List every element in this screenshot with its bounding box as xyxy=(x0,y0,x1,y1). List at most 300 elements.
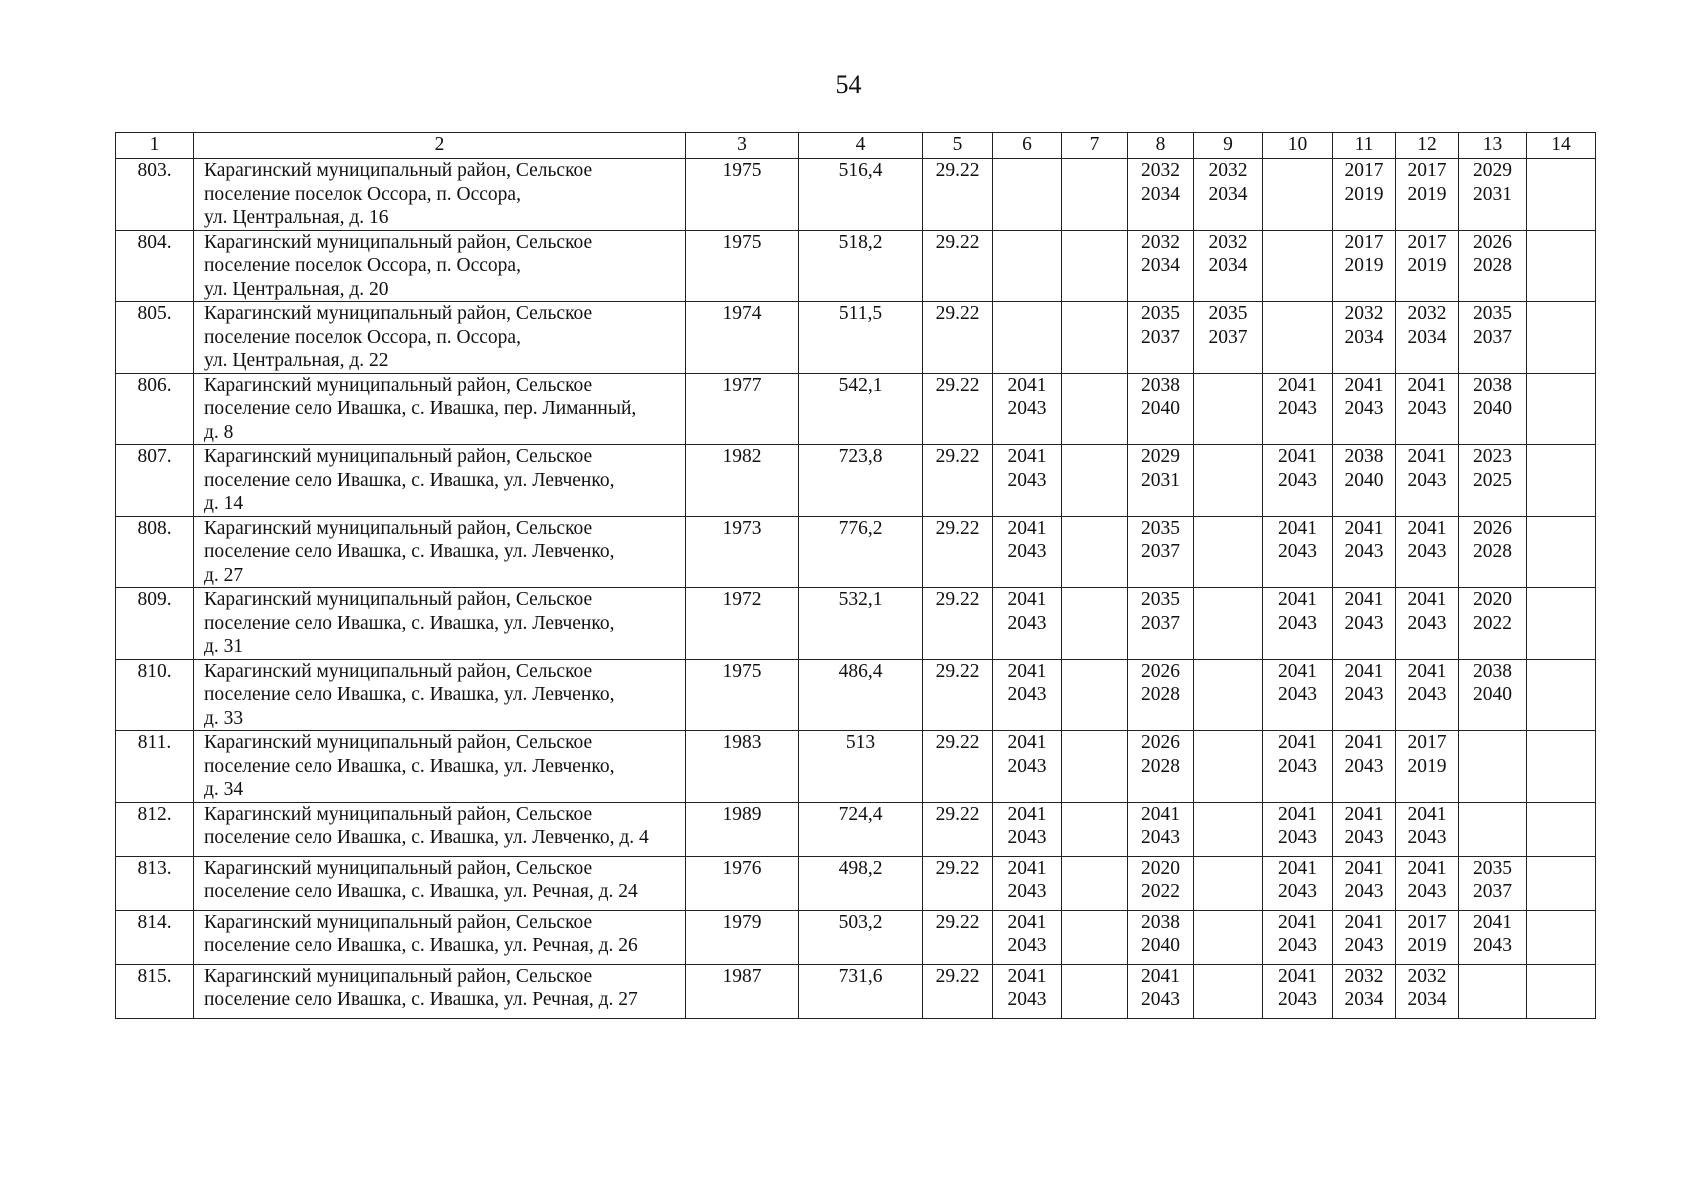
row-number: 815. xyxy=(116,964,194,1018)
period-cell-8 xyxy=(1128,373,1194,445)
cell-line: 2043 xyxy=(1278,827,1317,848)
area-cell: 542,1 xyxy=(799,373,923,445)
cell-line: 2043 xyxy=(1007,755,1047,777)
table-row xyxy=(116,516,1596,588)
period-cell-14 xyxy=(1527,445,1596,517)
period-cell-14 xyxy=(1527,910,1596,964)
row-number: 806. xyxy=(116,373,194,445)
cell-line: 2043 xyxy=(1407,827,1447,848)
cell-line: 2026 xyxy=(1141,660,1180,682)
cell-line: поселение поселок Оссора, п. Оссора, xyxy=(204,326,521,348)
code-cell: 29.22 xyxy=(923,302,993,374)
period-cell-9 xyxy=(1194,964,1263,1018)
cell-line: 2043 xyxy=(1344,541,1384,562)
period-cell-8 xyxy=(1128,802,1194,856)
period-cell-13 xyxy=(1459,856,1527,910)
period-cell-6 xyxy=(993,910,1062,964)
cell-line: 2032 xyxy=(1344,303,1384,324)
row-number: 809. xyxy=(116,588,194,660)
table-row xyxy=(116,373,1596,445)
code-cell: 29.22 xyxy=(923,373,993,445)
cell-line: 2020 xyxy=(1473,589,1512,610)
period-cell-14 xyxy=(1527,230,1596,302)
year-built-cell: 1982 xyxy=(686,445,799,517)
cell-line: 2034 xyxy=(1208,183,1248,205)
cell-line: 2043 xyxy=(1344,684,1384,705)
period-cell-9 xyxy=(1194,373,1263,445)
code-cell: 29.22 xyxy=(923,230,993,302)
column-header: 9 xyxy=(1194,133,1263,159)
cell-line: 2043 xyxy=(1344,755,1384,777)
cell-line: 2032 xyxy=(1208,231,1248,253)
cell-line: Карагинский муниципальный район, Сельское xyxy=(204,303,593,324)
cell-line: 2043 xyxy=(1278,684,1317,705)
cell-line: 2041 xyxy=(1344,732,1384,753)
cell-line: 2034 xyxy=(1141,255,1180,276)
period-cell-14 xyxy=(1527,159,1596,231)
period-cell-7 xyxy=(1062,964,1128,1018)
cell-line: 2035 xyxy=(1141,517,1180,539)
cell-line: 2043 xyxy=(1007,684,1047,705)
cell-line: 2043 xyxy=(1344,612,1384,634)
period-cell-8 xyxy=(1128,159,1194,231)
cell-line: 2032 xyxy=(1407,965,1447,987)
cell-line: 2032 xyxy=(1141,160,1180,181)
period-cell-12 xyxy=(1396,159,1459,231)
cell-line: 2037 xyxy=(1473,881,1512,902)
housing-registry-table xyxy=(115,132,1596,1019)
period-cell-12 xyxy=(1396,659,1459,731)
row-number: 814. xyxy=(116,910,194,964)
period-cell-13 xyxy=(1459,445,1527,517)
address-cell xyxy=(194,159,686,231)
cell-line: 2038 xyxy=(1473,660,1512,682)
cell-line: 2041 xyxy=(1278,660,1317,682)
address-cell xyxy=(194,445,686,517)
cell-line: 2017 xyxy=(1344,231,1384,253)
cell-line: 2032 xyxy=(1344,965,1384,987)
period-cell-13 xyxy=(1459,302,1527,374)
cell-line: 2043 xyxy=(1007,827,1047,848)
cell-line: 2028 xyxy=(1141,684,1180,705)
cell-line: 2034 xyxy=(1407,989,1447,1010)
address-cell xyxy=(194,588,686,660)
cell-line: 2037 xyxy=(1473,326,1512,348)
cell-line: 2043 xyxy=(1278,469,1317,491)
cell-line: 2038 xyxy=(1141,911,1180,933)
area-cell: 731,6 xyxy=(799,964,923,1018)
period-cell-9 xyxy=(1194,910,1263,964)
address-cell xyxy=(194,910,686,964)
cell-line: 2017 xyxy=(1344,160,1384,181)
cell-line: Карагинский муниципальный район, Сельское xyxy=(204,660,593,682)
cell-line: 2043 xyxy=(1007,612,1047,634)
cell-line: поселение село Ивашка, с. Ивашка, ул. Речная, д. 24 xyxy=(204,881,638,902)
year-built-cell: 1974 xyxy=(686,302,799,374)
period-cell-11 xyxy=(1333,802,1396,856)
cell-line: 2023 xyxy=(1473,446,1512,467)
period-cell-9 xyxy=(1194,802,1263,856)
cell-line: Карагинский муниципальный район, Сельское xyxy=(204,517,593,539)
period-cell-11 xyxy=(1333,856,1396,910)
period-cell-6 xyxy=(993,588,1062,660)
area-cell: 518,2 xyxy=(799,230,923,302)
cell-line: 2043 xyxy=(1007,881,1047,902)
cell-line: д. 33 xyxy=(204,707,244,729)
period-cell-10 xyxy=(1263,964,1333,1018)
cell-line: 2041 xyxy=(1278,732,1317,753)
column-header: 1 xyxy=(116,133,194,159)
cell-line: поселение село Ивашка, с. Ивашка, ул. Речная, д. 26 xyxy=(204,935,638,956)
cell-line: 2043 xyxy=(1407,684,1447,705)
table-row xyxy=(116,964,1596,1018)
year-built-cell: 1979 xyxy=(686,910,799,964)
column-header: 3 xyxy=(686,133,799,159)
cell-line: 2041 xyxy=(1407,517,1447,539)
period-cell-7 xyxy=(1062,445,1128,517)
period-cell-14 xyxy=(1527,373,1596,445)
cell-line: д. 27 xyxy=(204,564,244,586)
cell-line: 2041 xyxy=(1141,803,1180,825)
period-cell-12 xyxy=(1396,910,1459,964)
cell-line: 2041 xyxy=(1407,803,1447,825)
period-cell-8 xyxy=(1128,910,1194,964)
cell-line: 2041 xyxy=(1278,517,1317,539)
period-cell-10 xyxy=(1263,302,1333,374)
cell-line: 2034 xyxy=(1407,326,1447,348)
period-cell-13 xyxy=(1459,910,1527,964)
cell-line: 2041 xyxy=(1007,446,1047,467)
period-cell-12 xyxy=(1396,588,1459,660)
cell-line: 2017 xyxy=(1407,911,1447,933)
table-row xyxy=(116,659,1596,731)
period-cell-11 xyxy=(1333,302,1396,374)
cell-line: 2041 xyxy=(1407,857,1447,879)
period-cell-12 xyxy=(1396,445,1459,517)
period-cell-14 xyxy=(1527,659,1596,731)
address-cell xyxy=(194,373,686,445)
period-cell-14 xyxy=(1527,302,1596,374)
table-row xyxy=(116,731,1596,803)
period-cell-8 xyxy=(1128,659,1194,731)
period-cell-10 xyxy=(1263,445,1333,517)
area-cell: 723,8 xyxy=(799,445,923,517)
cell-line: 2017 xyxy=(1407,160,1447,181)
period-cell-6 xyxy=(993,230,1062,302)
period-cell-14 xyxy=(1527,964,1596,1018)
cell-line: 2028 xyxy=(1473,541,1512,562)
cell-line: 2041 xyxy=(1141,965,1180,987)
row-number: 805. xyxy=(116,302,194,374)
cell-line: 2029 xyxy=(1473,160,1512,181)
period-cell-7 xyxy=(1062,910,1128,964)
period-cell-9 xyxy=(1194,731,1263,803)
year-built-cell: 1989 xyxy=(686,802,799,856)
column-header: 5 xyxy=(923,133,993,159)
table-row xyxy=(116,856,1596,910)
cell-line: поселение село Ивашка, с. Ивашка, ул. Левченко, xyxy=(204,755,615,777)
cell-line: 2041 xyxy=(1007,374,1047,396)
cell-line: 2040 xyxy=(1141,398,1180,419)
period-cell-7 xyxy=(1062,731,1128,803)
column-header: 13 xyxy=(1459,133,1527,159)
cell-line: 2041 xyxy=(1344,911,1384,933)
period-cell-11 xyxy=(1333,516,1396,588)
cell-line: 2041 xyxy=(1344,857,1384,879)
cell-line: 2043 xyxy=(1007,398,1047,419)
row-number: 807. xyxy=(116,445,194,517)
column-header: 12 xyxy=(1396,133,1459,159)
period-cell-6 xyxy=(993,856,1062,910)
cell-line: 2043 xyxy=(1007,989,1047,1010)
period-cell-7 xyxy=(1062,588,1128,660)
period-cell-8 xyxy=(1128,588,1194,660)
period-cell-14 xyxy=(1527,802,1596,856)
period-cell-7 xyxy=(1062,516,1128,588)
cell-line: Карагинский муниципальный район, Сельское xyxy=(204,911,593,933)
column-header: 6 xyxy=(993,133,1062,159)
area-cell: 511,5 xyxy=(799,302,923,374)
code-cell: 29.22 xyxy=(923,588,993,660)
column-header: 7 xyxy=(1062,133,1128,159)
cell-line: 2043 xyxy=(1278,989,1317,1010)
period-cell-12 xyxy=(1396,856,1459,910)
cell-line: 2043 xyxy=(1007,469,1047,491)
period-cell-10 xyxy=(1263,910,1333,964)
period-cell-8 xyxy=(1128,731,1194,803)
period-cell-11 xyxy=(1333,964,1396,1018)
cell-line: 2041 xyxy=(1278,589,1317,610)
row-number: 811. xyxy=(116,731,194,803)
period-cell-13 xyxy=(1459,659,1527,731)
period-cell-8 xyxy=(1128,230,1194,302)
cell-line: поселение поселок Оссора, п. Оссора, xyxy=(204,183,521,205)
period-cell-13 xyxy=(1459,230,1527,302)
cell-line: 2019 xyxy=(1407,935,1447,956)
area-cell: 724,4 xyxy=(799,802,923,856)
period-cell-8 xyxy=(1128,516,1194,588)
cell-line: Карагинский муниципальный район, Сельское xyxy=(204,965,593,987)
cell-line: 2031 xyxy=(1473,183,1512,205)
period-cell-11 xyxy=(1333,659,1396,731)
row-number: 803. xyxy=(116,159,194,231)
cell-line: Карагинский муниципальный район, Сельское xyxy=(204,446,593,467)
cell-line: Карагинский муниципальный район, Сельское xyxy=(204,231,593,253)
period-cell-12 xyxy=(1396,731,1459,803)
cell-line: 2043 xyxy=(1344,398,1384,419)
cell-line: 2017 xyxy=(1407,732,1447,753)
period-cell-10 xyxy=(1263,373,1333,445)
cell-line: 2041 xyxy=(1007,732,1047,753)
cell-line: 2035 xyxy=(1473,303,1512,324)
cell-line: 2025 xyxy=(1473,469,1512,491)
period-cell-14 xyxy=(1527,856,1596,910)
address-cell xyxy=(194,802,686,856)
cell-line: 2043 xyxy=(1141,989,1180,1010)
period-cell-12 xyxy=(1396,964,1459,1018)
cell-line: 2043 xyxy=(1344,935,1384,956)
cell-line: Карагинский муниципальный район, Сельское xyxy=(204,803,593,825)
cell-line: 2038 xyxy=(1141,374,1180,396)
cell-line: 2040 xyxy=(1141,935,1180,956)
table-row xyxy=(116,159,1596,231)
period-cell-8 xyxy=(1128,856,1194,910)
period-cell-7 xyxy=(1062,302,1128,374)
period-cell-13 xyxy=(1459,964,1527,1018)
period-cell-8 xyxy=(1128,964,1194,1018)
area-cell: 513 xyxy=(799,731,923,803)
period-cell-12 xyxy=(1396,802,1459,856)
period-cell-9 xyxy=(1194,659,1263,731)
period-cell-11 xyxy=(1333,445,1396,517)
cell-line: 2041 xyxy=(1344,589,1384,610)
period-cell-9 xyxy=(1194,588,1263,660)
code-cell: 29.22 xyxy=(923,516,993,588)
cell-line: 2037 xyxy=(1141,326,1180,348)
cell-line: поселение село Ивашка, с. Ивашка, ул. Левченко, xyxy=(204,684,615,705)
period-cell-13 xyxy=(1459,373,1527,445)
table-row xyxy=(116,230,1596,302)
cell-line: 2041 xyxy=(1278,857,1317,879)
cell-line: 2043 xyxy=(1007,541,1047,562)
cell-line: 2040 xyxy=(1473,684,1512,705)
code-cell: 29.22 xyxy=(923,659,993,731)
year-built-cell: 1987 xyxy=(686,964,799,1018)
period-cell-14 xyxy=(1527,588,1596,660)
cell-line: 2043 xyxy=(1473,935,1512,956)
period-cell-7 xyxy=(1062,802,1128,856)
period-cell-6 xyxy=(993,516,1062,588)
code-cell: 29.22 xyxy=(923,964,993,1018)
year-built-cell: 1977 xyxy=(686,373,799,445)
cell-line: 2043 xyxy=(1278,755,1317,777)
period-cell-9 xyxy=(1194,856,1263,910)
cell-line: 2041 xyxy=(1278,374,1317,396)
table-body xyxy=(116,159,1596,1019)
cell-line: д. 8 xyxy=(204,421,234,443)
cell-line: 2032 xyxy=(1407,303,1447,324)
period-cell-7 xyxy=(1062,230,1128,302)
cell-line: 2041 xyxy=(1344,374,1384,396)
column-header: 10 xyxy=(1263,133,1333,159)
period-cell-14 xyxy=(1527,516,1596,588)
address-cell xyxy=(194,230,686,302)
year-built-cell: 1976 xyxy=(686,856,799,910)
period-cell-11 xyxy=(1333,373,1396,445)
cell-line: 2035 xyxy=(1141,303,1180,324)
period-cell-9 xyxy=(1194,230,1263,302)
period-cell-10 xyxy=(1263,159,1333,231)
period-cell-6 xyxy=(993,373,1062,445)
code-cell: 29.22 xyxy=(923,731,993,803)
period-cell-13 xyxy=(1459,588,1527,660)
cell-line: 2043 xyxy=(1278,935,1317,956)
period-cell-6 xyxy=(993,964,1062,1018)
period-cell-13 xyxy=(1459,731,1527,803)
cell-line: 2043 xyxy=(1407,469,1447,491)
period-cell-11 xyxy=(1333,230,1396,302)
cell-line: д. 34 xyxy=(204,779,244,800)
code-cell: 29.22 xyxy=(923,910,993,964)
period-cell-11 xyxy=(1333,588,1396,660)
table-row xyxy=(116,302,1596,374)
cell-line: 2037 xyxy=(1141,612,1180,634)
cell-line: 2041 xyxy=(1278,911,1317,933)
period-cell-6 xyxy=(993,731,1062,803)
cell-line: 2041 xyxy=(1344,660,1384,682)
cell-line: Карагинский муниципальный район, Сельское xyxy=(204,374,593,396)
period-cell-13 xyxy=(1459,159,1527,231)
cell-line: 2034 xyxy=(1141,183,1180,205)
period-cell-12 xyxy=(1396,230,1459,302)
cell-line: 2034 xyxy=(1344,326,1384,348)
page-number: 54 xyxy=(835,70,862,99)
cell-line: 2043 xyxy=(1278,541,1317,562)
cell-line: 2037 xyxy=(1141,541,1180,562)
cell-line: 2041 xyxy=(1007,517,1047,539)
area-cell: 486,4 xyxy=(799,659,923,731)
cell-line: 2034 xyxy=(1344,989,1384,1010)
cell-line: 2043 xyxy=(1407,881,1447,902)
cell-line: 2041 xyxy=(1473,911,1512,933)
cell-line: 2019 xyxy=(1407,755,1447,777)
cell-line: поселение село Ивашка, с. Ивашка, ул. Речная, д. 27 xyxy=(204,989,638,1010)
code-cell: 29.22 xyxy=(923,445,993,517)
cell-line: 2043 xyxy=(1344,827,1384,848)
area-cell: 498,2 xyxy=(799,856,923,910)
area-cell: 516,4 xyxy=(799,159,923,231)
year-built-cell: 1975 xyxy=(686,159,799,231)
cell-line: ул. Центральная, д. 20 xyxy=(204,278,389,300)
cell-line: 2041 xyxy=(1007,803,1047,825)
cell-line: 2041 xyxy=(1407,589,1447,610)
cell-line: 2035 xyxy=(1141,589,1180,610)
cell-line: 2041 xyxy=(1407,660,1447,682)
period-cell-9 xyxy=(1194,302,1263,374)
cell-line: поселение село Ивашка, с. Ивашка, пер. Лиманный, xyxy=(204,398,637,419)
area-cell: 503,2 xyxy=(799,910,923,964)
period-cell-9 xyxy=(1194,159,1263,231)
year-built-cell: 1973 xyxy=(686,516,799,588)
cell-line: 2022 xyxy=(1141,881,1180,902)
period-cell-12 xyxy=(1396,302,1459,374)
cell-line: 2041 xyxy=(1344,517,1384,539)
address-cell xyxy=(194,659,686,731)
header-row xyxy=(116,133,1596,159)
cell-line: 2019 xyxy=(1344,255,1384,276)
cell-line: 2041 xyxy=(1007,660,1047,682)
cell-line: 2020 xyxy=(1141,857,1180,879)
period-cell-10 xyxy=(1263,856,1333,910)
address-cell xyxy=(194,516,686,588)
year-built-cell: 1983 xyxy=(686,731,799,803)
period-cell-11 xyxy=(1333,910,1396,964)
address-cell xyxy=(194,731,686,803)
period-cell-8 xyxy=(1128,445,1194,517)
period-cell-10 xyxy=(1263,230,1333,302)
cell-line: 2026 xyxy=(1141,732,1180,753)
column-header: 4 xyxy=(799,133,923,159)
period-cell-11 xyxy=(1333,159,1396,231)
cell-line: 2035 xyxy=(1208,303,1248,324)
address-cell xyxy=(194,964,686,1018)
cell-line: 2043 xyxy=(1278,612,1317,634)
period-cell-7 xyxy=(1062,659,1128,731)
cell-line: 2034 xyxy=(1208,255,1248,276)
cell-line: 2043 xyxy=(1407,398,1447,419)
cell-line: поселение село Ивашка, с. Ивашка, ул. Левченко, xyxy=(204,469,615,491)
row-number: 804. xyxy=(116,230,194,302)
